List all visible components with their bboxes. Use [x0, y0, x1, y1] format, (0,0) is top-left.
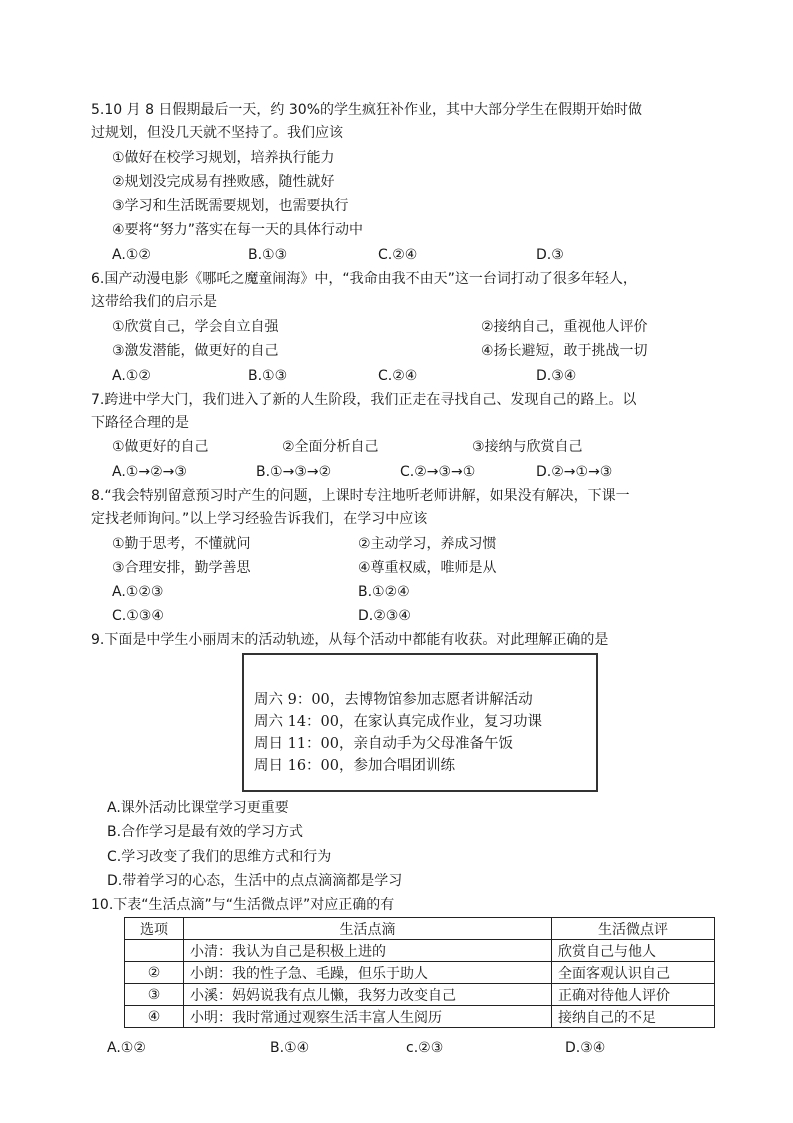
q7-item-3: ③接纳与欣赏自己 — [472, 439, 583, 455]
table-row — [125, 940, 715, 962]
q5-option-a: A.①② — [112, 247, 151, 263]
q5-item-1: ①做好在校学习规划，培养执行能力 — [112, 150, 335, 166]
q6-item-2: ②接纳自己，重视他人评价 — [481, 319, 648, 335]
q7-option-a: A.①→②→③ — [112, 464, 187, 480]
q9-schedule-entry-1: 周六 9：00，去博物馆参加志愿者讲解活动 — [254, 692, 533, 708]
q5-option-b: B.①③ — [248, 247, 288, 263]
table-row — [125, 962, 715, 984]
q10-stem: 10.下表“生活点滴”与“生活微点评”对应正确的有 — [91, 897, 395, 913]
q8-option-a: A.①②③ — [112, 584, 164, 600]
row-life-moment: 小清：我认为自己是积极上进的 — [184, 940, 552, 962]
q7-option-d: D.②→①→③ — [536, 464, 613, 480]
q6-stem-line2: 这带给我们的启示是 — [91, 294, 217, 310]
q5-item-2: ②规划没完成易有挫败感，随性就好 — [112, 174, 335, 190]
q8-stem-line1: 8.“我会特别留意预习时产生的问题，上课时专注地听老师讲解，如果没有解决，下课一 — [91, 488, 630, 504]
header-life-moment: 生活点滴 — [184, 918, 552, 940]
q9-option-d: D.带着学习的心态，生活中的点点滴滴都是学习 — [107, 873, 403, 889]
table-row — [125, 984, 715, 1006]
q5-option-c: C.②④ — [378, 247, 418, 263]
q10-option-a: A.①② — [107, 1040, 146, 1056]
q8-item-2: ②主动学习，养成习惯 — [358, 536, 497, 552]
row-comment: 全面客观认识自己 — [552, 962, 715, 984]
q8-stem-line2: 定找老师询问。”以上学习经验告诉我们，在学习中应该 — [91, 511, 428, 527]
row-comment: 欣赏自己与他人 — [552, 940, 715, 962]
q8-item-3: ③合理安排，勤学善思 — [112, 560, 251, 576]
q7-item-1: ①做更好的自己 — [112, 439, 209, 455]
row-life-moment: 小明：我时常通过观察生活丰富人生阅历 — [184, 1006, 552, 1028]
q9-option-c: C.学习改变了我们的思维方式和行为 — [107, 849, 332, 865]
q7-option-c: C.②→③→① — [400, 464, 476, 480]
q8-item-1: ①勤于思考，不懂就问 — [112, 536, 251, 552]
q5-item-3: ③学习和生活既需要规划，也需要执行 — [112, 198, 349, 214]
q8-item-4: ④尊重权威，唯师是从 — [358, 560, 497, 576]
q9-schedule-entry-3: 周日 11：00，亲自动手为父母准备午饭 — [254, 736, 514, 752]
table-header-row — [125, 918, 715, 940]
q5-stem-line1: 5.10 月 8 日假期最后一天，约 30%的学生疯狂补作业，其中大部分学生在假期开始时做 — [91, 102, 642, 118]
row-life-moment: 小溪：妈妈说我有点儿懒，我努力改变自己 — [184, 984, 552, 1006]
q8-option-c: C.①③④ — [112, 608, 164, 624]
q9-schedule-entry-2: 周六 14：00，在家认真完成作业，复习功课 — [254, 714, 543, 730]
q8-option-b: B.①②④ — [358, 584, 410, 600]
row-option: ④ — [125, 1006, 184, 1028]
row-option — [125, 940, 184, 962]
q9-stem: 9.下面是中学生小丽周末的活动轨迹，从每个活动中都能有收获。对此理解正确的是 — [91, 632, 609, 648]
header-option: 选项 — [125, 918, 184, 940]
q6-option-a: A.①② — [112, 368, 151, 384]
table-row — [125, 1006, 715, 1028]
q8-option-d: D.②③④ — [358, 608, 411, 624]
row-life-moment: 小朗：我的性子急、毛躁，但乐于助人 — [184, 962, 552, 984]
q9-schedule-box — [242, 653, 598, 792]
q6-item-4: ④扬长避短，敢于挑战一切 — [481, 343, 648, 359]
header-comment: 生活微点评 — [552, 918, 715, 940]
q6-item-3: ③激发潜能，做更好的自己 — [112, 343, 279, 359]
q10-option-d: D.③④ — [565, 1040, 606, 1056]
q9-option-b: B.合作学习是最有效的学习方式 — [107, 824, 304, 840]
q7-stem-line1: 7.跨进中学大门，我们进入了新的人生阶段，我们正走在寻找自己、发现自己的路上。以 — [91, 392, 637, 408]
q10-option-b: B.①④ — [270, 1040, 310, 1056]
q6-stem-line1: 6.国产动漫电影《哪吒之魔童闹海》中，“我命由我不由天”这一台词打动了很多年轻人， — [91, 271, 637, 287]
q7-option-b: B.①→③→② — [256, 464, 332, 480]
q6-option-d: D.③④ — [536, 368, 577, 384]
q9-schedule-entry-4: 周日 16：00，参加合唱团训练 — [254, 758, 456, 774]
q10-table — [124, 917, 715, 1028]
q5-item-4: ④要将“努力”落实在每一天的具体行动中 — [112, 222, 364, 238]
q9-option-a: A.课外活动比课堂学习更重要 — [107, 800, 289, 816]
q6-option-c: C.②④ — [378, 368, 418, 384]
q7-stem-line2: 下路径合理的是 — [91, 415, 189, 431]
q5-stem-line2: 过规划，但没几天就不坚持了。我们应该 — [91, 125, 343, 141]
row-option: ③ — [125, 984, 184, 1006]
row-comment: 正确对待他人评价 — [552, 984, 715, 1006]
row-comment: 接纳自己的不足 — [552, 1006, 715, 1028]
row-option: ② — [125, 962, 184, 984]
q5-option-d: D.③ — [536, 247, 564, 263]
q10-option-c: c.②③ — [406, 1040, 444, 1056]
q6-item-1: ①欣赏自己，学会自立自强 — [112, 319, 279, 335]
q6-option-b: B.①③ — [248, 368, 288, 384]
q7-item-2: ②全面分析自己 — [282, 439, 379, 455]
